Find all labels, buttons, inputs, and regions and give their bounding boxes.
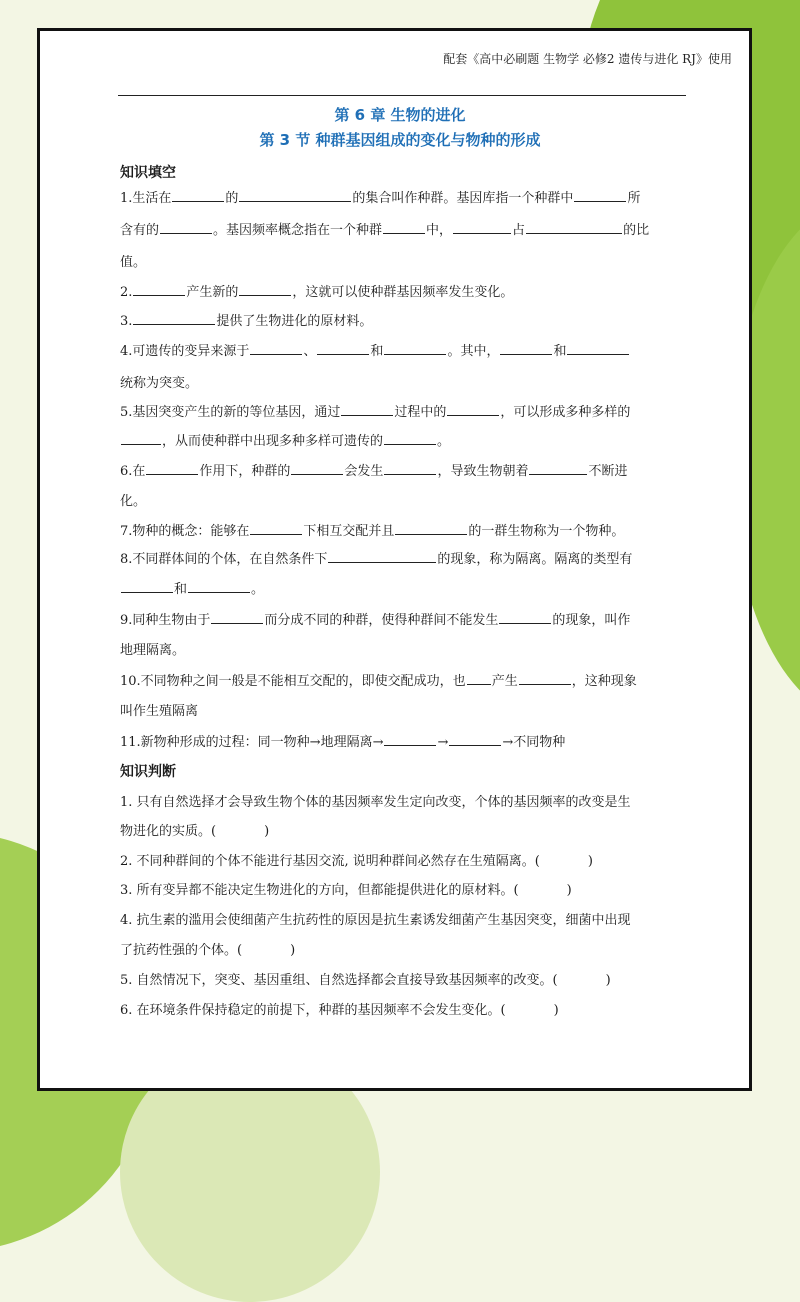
header-note: 配套《高中必刷题 生物学 必修2 遗传与进化 RJ》使用	[443, 52, 732, 66]
q8-line2: 和 。	[120, 578, 264, 597]
blank[interactable]	[121, 578, 173, 593]
q10-line2: 叫作生殖隔离	[120, 704, 199, 719]
judge-1-line1: 1. 只有自然选择才会导致生物个体的基因频率发生定向改变，个体的基因频率的改变是生	[120, 795, 631, 810]
chapter-title: 第 6 章 生物的进化	[334, 106, 466, 124]
blank[interactable]	[160, 219, 212, 234]
blank[interactable]	[499, 609, 551, 624]
blank[interactable]	[500, 340, 552, 355]
blank[interactable]	[384, 340, 446, 355]
blank[interactable]	[447, 401, 499, 416]
section-title: 第 3 节 种群基因组成的变化与物种的形成	[259, 131, 541, 149]
q7-line: 7.物种的概念：能够在 下相互交配并且 的一群生物称为一个物种。	[120, 520, 624, 539]
q4-line1: 4.可遗传的变异来源于 、 和 。其中， 和	[120, 340, 630, 359]
judge-4-line2: 了抗药性强的个体。( )	[120, 943, 296, 958]
blank[interactable]	[211, 609, 263, 624]
q5-line2: ，从而使种群中出现多种多样可遗传的 。	[120, 430, 450, 449]
q8-line1: 8.不同群体间的个体，在自然条件下 的现象，称为隔离。隔离的类型有	[120, 548, 632, 567]
blank[interactable]	[328, 548, 436, 563]
q3-line: 3. 提供了生物进化的原材料。	[120, 310, 372, 329]
fill-heading: 知识填空	[120, 165, 176, 181]
blank[interactable]	[239, 281, 291, 296]
blank[interactable]	[250, 340, 302, 355]
q11-line: 11.新物种形成的过程：同一物种→地理隔离→ → →不同物种	[120, 731, 565, 750]
q6-line1: 6.在 作用下，种群的 会发生 ，导致生物朝着 不断进	[120, 460, 627, 479]
blank[interactable]	[133, 310, 215, 325]
blank[interactable]	[250, 520, 302, 535]
blank[interactable]	[384, 731, 436, 746]
blank[interactable]	[146, 460, 198, 475]
blank[interactable]	[133, 281, 185, 296]
blank[interactable]	[574, 187, 626, 202]
blank[interactable]	[291, 460, 343, 475]
blank[interactable]	[567, 340, 629, 355]
blank[interactable]	[317, 340, 369, 355]
judge-2-line: 2. 不同种群间的个体不能进行基因交流, 说明种群间必然存在生殖隔离。( )	[120, 854, 593, 869]
judge-heading: 知识判断	[120, 764, 176, 780]
blank[interactable]	[384, 460, 436, 475]
blank[interactable]	[467, 670, 491, 685]
blank[interactable]	[384, 430, 436, 445]
q1-line1: 1.生活在 的 的集合叫作种群。基因库指一个种群中 所	[120, 187, 640, 206]
judge-1-line2: 物进化的实质。( )	[120, 824, 270, 839]
q10-line1: 10.不同物种之间一般是不能相互交配的，即使交配成功，也 产生 ，这种现象	[120, 670, 637, 689]
q4-line2: 统称为突变。	[120, 376, 199, 391]
blank[interactable]	[453, 219, 511, 234]
q2-line: 2. 产生新的 ，这就可以使种群基因频率发生变化。	[120, 281, 513, 300]
blank[interactable]	[172, 187, 224, 202]
header-rule	[118, 95, 686, 96]
blank[interactable]	[449, 731, 501, 746]
judge-3-line: 3. 所有变异都不能决定生物进化的方向，但都能提供进化的原材料。( )	[120, 883, 572, 898]
blank[interactable]	[341, 401, 393, 416]
blank[interactable]	[383, 219, 425, 234]
blank[interactable]	[395, 520, 467, 535]
q9-line2: 地理隔离。	[120, 643, 186, 658]
q1-line3: 值。	[120, 255, 147, 270]
blank[interactable]	[526, 219, 622, 234]
blank[interactable]	[529, 460, 587, 475]
q9-line1: 9.同种生物由于 而分成不同的种群，使得种群间不能发生 的现象，叫作	[120, 609, 630, 628]
blank[interactable]	[519, 670, 571, 685]
q6-line2: 化。	[120, 494, 147, 509]
judge-5-line: 5. 自然情况下，突变、基因重组、自然选择都会直接导致基因频率的改变。( )	[120, 973, 611, 988]
judge-6-line: 6. 在环境条件保持稳定的前提下，种群的基因频率不会发生变化。( )	[120, 1003, 559, 1018]
blank[interactable]	[121, 430, 161, 445]
blank[interactable]	[188, 578, 250, 593]
blank[interactable]	[239, 187, 351, 202]
judge-4-line1: 4. 抗生素的滥用会使细菌产生抗药性的原因是抗生素诱发细菌产生基因突变，细菌中出现	[120, 913, 631, 928]
q1-line2: 含有的 。基因频率概念指在一个种群 中， 占 的比	[120, 219, 649, 238]
q5-line1: 5.基因突变产生的新的等位基因，通过 过程中的 ，可以形成多种多样的	[120, 401, 630, 420]
